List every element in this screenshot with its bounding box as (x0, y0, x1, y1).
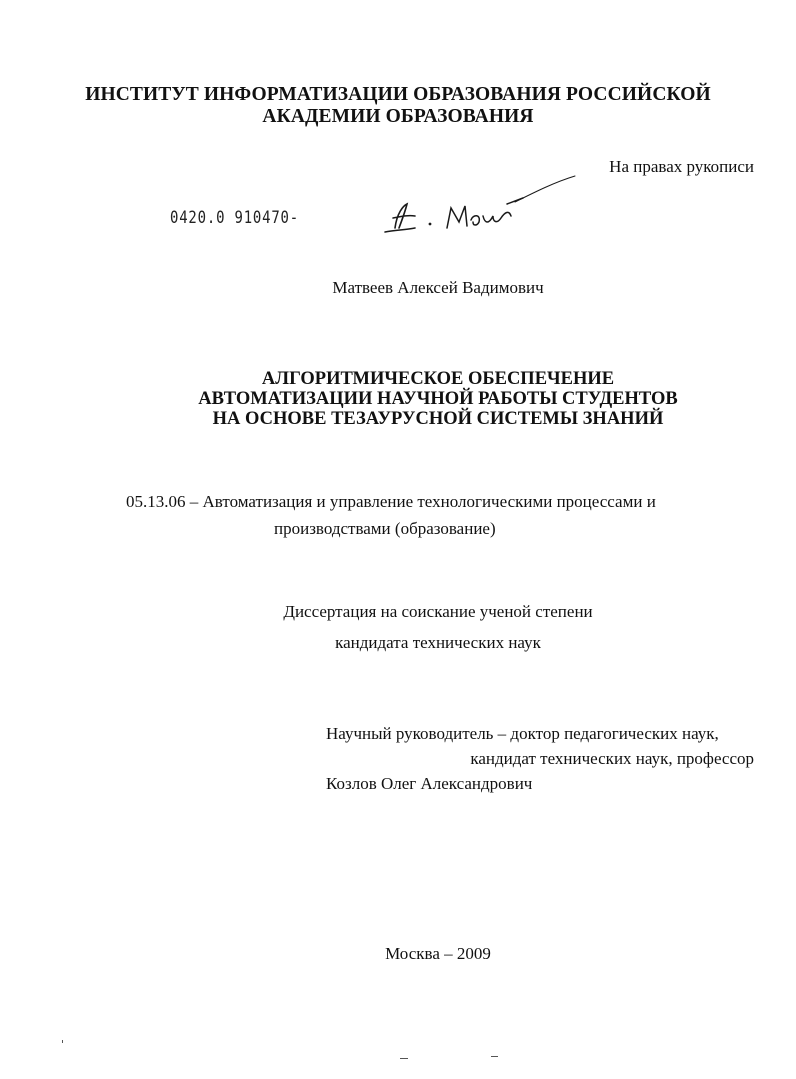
specialty-line-2: производствами (образование) (274, 519, 496, 538)
manuscript-note: На правах рукописи (609, 157, 754, 176)
degree-line-1: Диссертация на соискание ученой степени (283, 602, 593, 621)
title-line-1: АЛГОРИТМИЧЕСКОЕ ОБЕСПЕЧЕНИЕ (261, 369, 615, 389)
institute-line-2: АКАДЕМИИ ОБРАЗОВАНИЯ (262, 106, 534, 127)
scan-speck (491, 1056, 498, 1057)
advisor-line-2: кандидат технических наук, профессор (470, 749, 754, 768)
specialty-line-1: 05.13.06 – Автоматизация и управление технологическими процессами и (126, 492, 656, 511)
stamp-number: 0420.0 910470- (170, 208, 299, 228)
advisor-name: Козлов Олег Александрович (326, 774, 533, 793)
scan-speck (400, 1058, 408, 1059)
institute-line-1: ИНСТИТУТ ИНФОРМАТИЗАЦИИ ОБРАЗОВАНИЯ РОССИЙСКОЙ (85, 84, 711, 105)
city-year: Москва – 2009 (385, 944, 491, 963)
title-line-2: АВТОМАТИЗАЦИИ НАУЧНОЙ РАБОТЫ СТУДЕНТОВ (198, 389, 678, 409)
institute-name (0, 84, 796, 128)
advisor-line-1: Научный руководитель – доктор педагогических наук, (326, 724, 719, 743)
title-line-3: НА ОСНОВЕ ТЕЗАУРУСНОЙ СИСТЕМЫ ЗНАНИЙ (212, 409, 664, 429)
scan-speck (62, 1040, 63, 1043)
author-name: Матвеев Алексей Вадимович (332, 278, 544, 297)
degree-line-2: кандидата технических наук (335, 633, 541, 652)
handwritten-signature (375, 168, 585, 243)
dissertation-title (0, 369, 796, 429)
